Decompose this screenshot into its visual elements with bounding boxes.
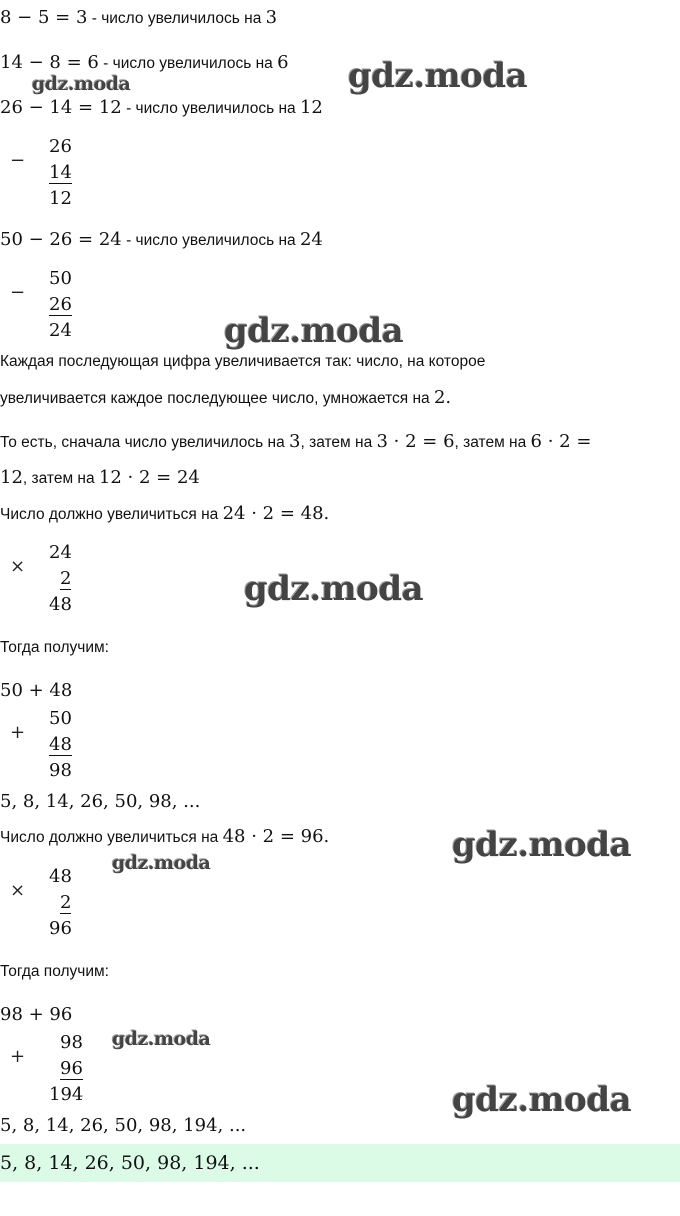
operand-top: 50 xyxy=(49,268,72,289)
watermark: gdz.moda xyxy=(452,825,632,865)
explanation-paragraph-1: Каждая последующая цифра увеличивается так: число, на которое xyxy=(0,353,486,370)
minus-sign: − xyxy=(10,150,26,171)
operand-bottom: 14 xyxy=(49,162,72,183)
plus-sign: + xyxy=(10,722,26,743)
plus-sign: + xyxy=(10,1046,26,1067)
operand-top: 48 xyxy=(49,866,72,887)
paragraph-text: , затем на xyxy=(300,434,377,451)
explanation-paragraph-3 xyxy=(0,432,591,453)
sequence-line-2: 5, 8, 14, 26, 50, 98, 194, ... xyxy=(0,1115,247,1136)
paragraph-text: Число должно увеличиться на xyxy=(0,506,223,523)
explanation-paragraph-6 xyxy=(0,827,329,848)
result: 194 xyxy=(49,1084,84,1105)
equation-num: 3 xyxy=(265,7,278,28)
watermark: gdz.moda xyxy=(452,1080,632,1120)
operand-bottom: 2 xyxy=(60,892,72,913)
operand-bottom: 96 xyxy=(60,1058,83,1079)
result: 24 xyxy=(49,320,72,341)
minus-sign: − xyxy=(10,282,26,303)
equation-math: 26 − 14 = 12 xyxy=(0,97,122,118)
times-sign: × xyxy=(10,556,26,577)
equation-num: 12 xyxy=(299,97,323,118)
paragraph-math: 48 · 2 = 96. xyxy=(222,826,330,847)
paragraph-text: увеличивается каждое последующее число, умножается на xyxy=(0,390,434,407)
paragraph-text: То есть, сначала число увеличилось на xyxy=(0,434,290,451)
watermark: gdz.moda xyxy=(348,56,528,96)
times-sign: × xyxy=(10,880,26,901)
watermark: gdz.moda xyxy=(112,1028,211,1050)
result: 96 xyxy=(49,918,72,939)
watermark: gdz.moda xyxy=(112,852,211,874)
sum-line-2: 98 + 96 xyxy=(0,1004,73,1025)
equation-text: - число увеличилось на xyxy=(98,55,278,72)
paragraph-math: 12 xyxy=(0,467,23,488)
paragraph-math: 12 · 2 = 24 xyxy=(98,467,200,488)
operand-top: 24 xyxy=(49,542,72,563)
equation-text: - число увеличилось на xyxy=(87,10,266,27)
watermark: gdz.moda xyxy=(244,569,424,609)
paragraph-math: 3 xyxy=(289,431,301,452)
operand-bottom: 48 xyxy=(49,734,72,755)
equation-line-4 xyxy=(0,230,323,251)
result: 98 xyxy=(49,760,72,781)
equation-line-1 xyxy=(0,8,277,29)
paragraph-text: Число должно увеличиться на xyxy=(0,829,223,846)
equation-math: 14 − 8 = 6 xyxy=(0,52,99,73)
paragraph-text: , затем на xyxy=(454,434,531,451)
result: 48 xyxy=(49,594,72,615)
explanation-paragraph-2 xyxy=(0,388,451,409)
equation-text: - число увеличилось на xyxy=(121,232,300,249)
equation-num: 6 xyxy=(277,52,289,73)
paragraph-math: 6 · 2 = xyxy=(530,431,592,452)
watermark: gdz.moda xyxy=(32,73,131,95)
result: 12 xyxy=(49,188,72,209)
equation-text: - число увеличилось на xyxy=(121,100,300,117)
operand-top: 26 xyxy=(49,136,72,157)
paragraph-math: 3 · 2 = 6 xyxy=(376,431,455,452)
sequence-line-1: 5, 8, 14, 26, 50, 98, ... xyxy=(0,791,201,812)
equation-num: 24 xyxy=(299,229,323,250)
paragraph-text: , затем на xyxy=(22,470,99,487)
explanation-paragraph-4 xyxy=(0,468,200,489)
paragraph-num: 2. xyxy=(433,387,452,408)
then-label-2: Тогда получим: xyxy=(0,963,109,980)
watermark: gdz.moda xyxy=(224,311,404,351)
equation-line-3 xyxy=(0,98,323,119)
paragraph-math: 24 · 2 = 48. xyxy=(222,503,330,524)
operand-top: 98 xyxy=(60,1032,83,1053)
then-label-1: Тогда получим: xyxy=(0,639,109,656)
operand-bottom: 2 xyxy=(60,568,72,589)
answer-text: 5, 8, 14, 26, 50, 98, 194, ... xyxy=(0,1152,260,1174)
explanation-paragraph-5 xyxy=(0,504,329,525)
equation-math: 8 − 5 = 3 xyxy=(0,7,88,28)
equation-line-2 xyxy=(0,53,289,74)
answer-box xyxy=(0,1144,680,1182)
operand-bottom: 26 xyxy=(49,294,72,315)
equation-math: 50 − 26 = 24 xyxy=(0,229,122,250)
operand-top: 50 xyxy=(49,708,72,729)
sum-line-1: 50 + 48 xyxy=(0,680,73,701)
